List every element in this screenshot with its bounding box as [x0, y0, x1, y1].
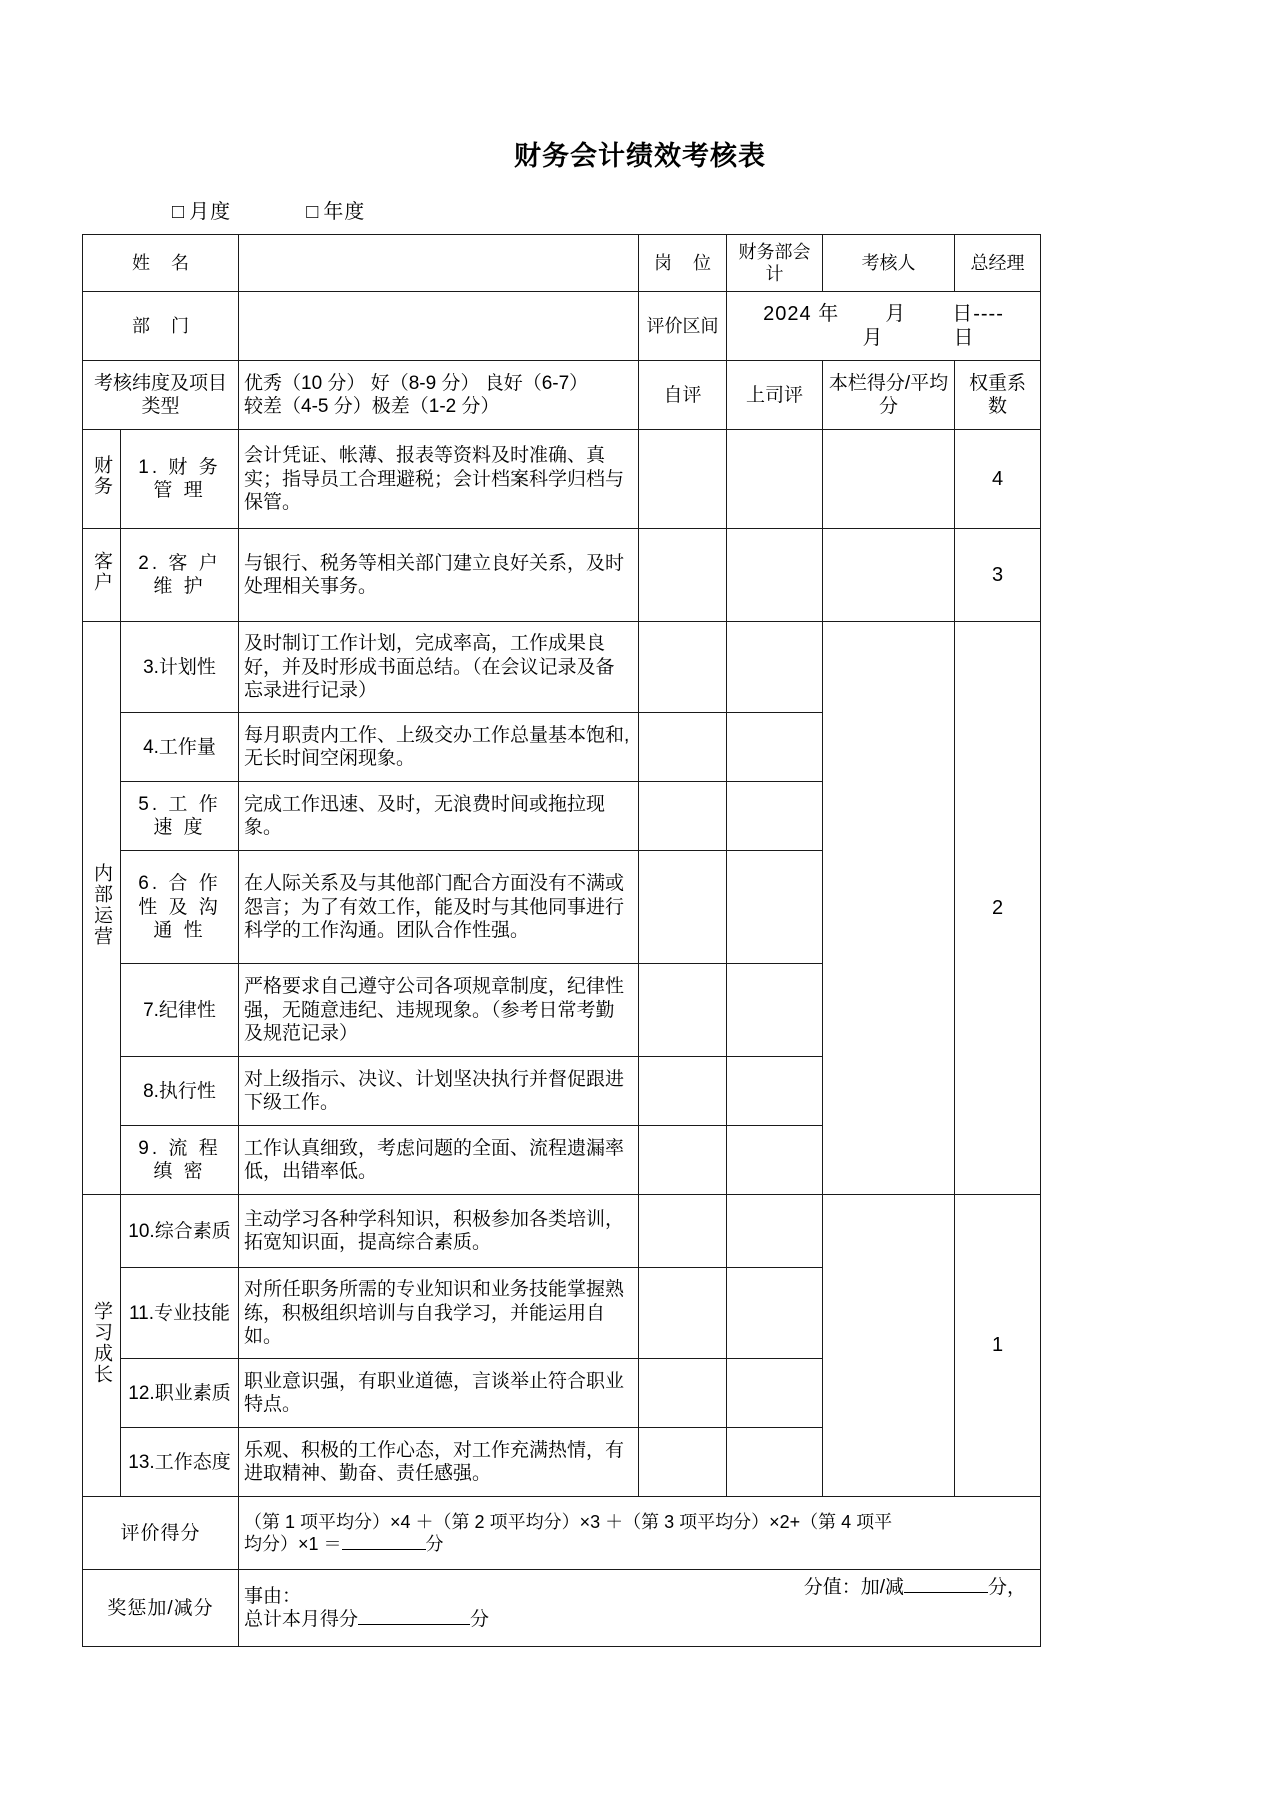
table-row [83, 1195, 1041, 1268]
page-title: 财务会计绩效考核表 [514, 141, 766, 171]
self-eval-input[interactable] [639, 1195, 727, 1268]
criterion-title: 5. 工 作 速 度 [121, 782, 239, 851]
weight-value: 2 [955, 622, 1041, 1195]
criterion-description: 完成工作迅速、及时，无浪费时间或拖拉现象。 [239, 782, 639, 851]
self-eval-input[interactable] [639, 529, 727, 622]
formula-line-2a: 均分）×1 ＝ [244, 1534, 342, 1555]
self-eval-input[interactable] [639, 851, 727, 964]
period-day-2: 日 [953, 327, 975, 350]
bonus-penalty-row [83, 1570, 1041, 1647]
criterion-description: 工作认真细致，考虑问题的全面、流程遗漏率低，出错率低。 [239, 1126, 639, 1195]
criterion-title: 1. 财 务 管 理 [121, 430, 239, 529]
position-label-text: 岗 位 [654, 253, 720, 274]
criterion-title: 8.执行性 [121, 1057, 239, 1126]
category-label-customer [83, 529, 121, 622]
weight-value: 1 [955, 1195, 1041, 1497]
self-eval-input[interactable] [639, 964, 727, 1057]
criterion-description: 及时制订工作计划，完成率高，工作成果良好，并及时形成书面总结。（在会议记录及备忘录进行记录） [239, 622, 639, 713]
criterion-description: 对所任职务所需的专业知识和业务技能掌握熟练，积极组织培训与自我学习，并能运用自如。 [239, 1268, 639, 1359]
formula-line-2b: 分 [425, 1534, 444, 1555]
self-eval-input[interactable] [639, 622, 727, 713]
header-scoring-scale [239, 361, 639, 430]
column-score-input[interactable] [823, 529, 955, 622]
criterion-description: 对上级指示、决议、计划坚决执行并督促跟进下级工作。 [239, 1057, 639, 1126]
category-internal-operations-text: 内部运营 [91, 863, 112, 948]
period-type-selector [0, 172, 1280, 234]
bonus-penalty-label: 奖惩加/减分 [83, 1570, 239, 1647]
supervisor-eval-input[interactable] [727, 851, 823, 964]
supervisor-eval-input[interactable] [727, 1428, 823, 1497]
supervisor-eval-input[interactable] [727, 1195, 823, 1268]
table-row [83, 529, 1041, 622]
criterion-description: 在人际关系及与其他部门配合方面没有不满或怨言；为了有效工作，能及时与其他同事进行科学的工作沟通。团队合作性强。 [239, 851, 639, 964]
bonus-value-label: 分值：加/减 [803, 1577, 904, 1599]
criterion-title: 9. 流 程 缜 密 [121, 1126, 239, 1195]
header-dimension [83, 361, 239, 430]
table-row [83, 430, 1041, 529]
name-value-field[interactable] [239, 235, 639, 292]
info-row-department [83, 292, 1041, 361]
department-label [83, 292, 239, 361]
criterion-title: 13.工作态度 [121, 1428, 239, 1497]
period-day-1: 日---- [952, 302, 1004, 325]
period-value[interactable] [727, 292, 1041, 361]
checkbox-monthly-icon: □ [172, 201, 186, 224]
bonus-total-label: 总计本月得分 [244, 1609, 359, 1631]
yearly-label: 年度 [323, 201, 366, 224]
column-score-input[interactable] [823, 622, 955, 1195]
position-label [639, 235, 727, 292]
self-eval-input[interactable] [639, 782, 727, 851]
period-year: 2024 年 [763, 302, 840, 325]
criterion-description: 乐观、积极的工作心态，对工作充满热情，有进取精神、勤奋、责任感强。 [239, 1428, 639, 1497]
scale-line-1: 优秀（10 分） 好（8-9 分） 良好（6-7） [244, 372, 589, 394]
header-column-score: 本栏得分/平均分 [823, 361, 955, 430]
supervisor-eval-input[interactable] [727, 713, 823, 782]
self-eval-input[interactable] [639, 1057, 727, 1126]
criterion-title: 2. 客 户 维 护 [121, 529, 239, 622]
self-eval-input[interactable] [639, 1268, 727, 1359]
score-blank-field[interactable] [342, 1549, 426, 1550]
criterion-description: 与银行、税务等相关部门建立良好关系，及时处理相关事务。 [239, 529, 639, 622]
criterion-title: 11.专业技能 [121, 1268, 239, 1359]
header-weight: 权重系数 [955, 361, 1041, 430]
yearly-checkbox[interactable] [306, 201, 365, 223]
supervisor-eval-input[interactable] [727, 430, 823, 529]
assessor-value: 总经理 [955, 235, 1041, 292]
info-row-name [83, 235, 1041, 292]
formula-line-1: （第 1 项平均分）×4 ＋（第 2 项平均分）×3 ＋（第 3 项平均分）×2+（第 4 项平 [244, 1512, 893, 1533]
department-label-text: 部 门 [132, 316, 198, 337]
header-supervisor-eval: 上司评 [727, 361, 823, 430]
column-score-input[interactable] [823, 430, 955, 529]
criterion-title: 6. 合 作 性 及 沟 通 性 [121, 851, 239, 964]
position-value: 财务部会计 [727, 235, 823, 292]
evaluation-score-formula [239, 1497, 1041, 1570]
assessor-label: 考核人 [823, 235, 955, 292]
name-label [83, 235, 239, 292]
monthly-label: 月度 [189, 201, 232, 224]
criterion-title: 3.计划性 [121, 622, 239, 713]
criterion-description: 职业意识强，有职业道德，言谈举止符合职业特点。 [239, 1359, 639, 1428]
bonus-value-field[interactable] [904, 1592, 988, 1593]
category-label-finance [83, 430, 121, 529]
supervisor-eval-input[interactable] [727, 1057, 823, 1126]
evaluation-score-row [83, 1497, 1041, 1570]
bonus-penalty-content [239, 1570, 1041, 1647]
criterion-title: 10.综合素质 [121, 1195, 239, 1268]
criterion-description: 每月职责内工作、上级交办工作总量基本饱和,无长时间空闲现象。 [239, 713, 639, 782]
supervisor-eval-input[interactable] [727, 529, 823, 622]
criterion-title: 7.纪律性 [121, 964, 239, 1057]
evaluation-score-label: 评价得分 [83, 1497, 239, 1570]
period-label: 评价区间 [639, 292, 727, 361]
category-customer-text: 客户 [91, 551, 112, 594]
supervisor-eval-input[interactable] [727, 782, 823, 851]
category-label-internal-operations [83, 622, 121, 1195]
supervisor-eval-input[interactable] [727, 622, 823, 713]
monthly-checkbox[interactable] [172, 201, 231, 223]
self-eval-input[interactable] [639, 713, 727, 782]
criterion-description: 主动学习各种学科知识，积极参加各类培训，拓宽知识面，提高综合素质。 [239, 1195, 639, 1268]
criterion-description: 严格要求自己遵守公司各项规章制度，纪律性强，无随意违纪、违规现象。（参考日常考勤及规范记录） [239, 964, 639, 1057]
scale-line-2: 较差（4-5 分）极差（1-2 分） [244, 396, 500, 418]
evaluation-table [82, 234, 1041, 1647]
self-eval-input[interactable] [639, 1126, 727, 1195]
supervisor-eval-input[interactable] [727, 1126, 823, 1195]
period-month-1: 月 [885, 302, 907, 325]
self-eval-input[interactable] [639, 1428, 727, 1497]
bonus-total-unit: 分 [470, 1609, 490, 1631]
name-label-text: 姓 名 [132, 253, 198, 274]
column-score-input[interactable] [823, 1195, 955, 1497]
supervisor-eval-input[interactable] [727, 1359, 823, 1428]
category-finance-text: 财务 [91, 455, 112, 498]
weight-value: 3 [955, 529, 1041, 622]
criterion-title: 4.工作量 [121, 713, 239, 782]
criterion-description: 会计凭证、帐薄、报表等资料及时准确、真实；指导员工合理避税；会计档案科学归档与保管。 [239, 430, 639, 529]
period-month-2: 月 [862, 327, 884, 350]
category-label-learning-growth [83, 1195, 121, 1497]
weight-value: 4 [955, 430, 1041, 529]
self-eval-input[interactable] [639, 430, 727, 529]
supervisor-eval-input[interactable] [727, 1268, 823, 1359]
header-dimension-text: 考核纬度及项目类型 [94, 372, 228, 418]
bonus-value-group [804, 1576, 1026, 1600]
table-column-header-row [83, 361, 1041, 430]
supervisor-eval-input[interactable] [727, 964, 823, 1057]
category-learning-growth-text: 学习成长 [91, 1300, 112, 1385]
bonus-total-field[interactable] [358, 1624, 470, 1625]
header-self-eval: 自评 [639, 361, 727, 430]
checkbox-yearly-icon: □ [306, 201, 320, 224]
criterion-title: 12.职业素质 [121, 1359, 239, 1428]
table-row [83, 622, 1041, 713]
self-eval-input[interactable] [639, 1359, 727, 1428]
department-value-field[interactable] [239, 292, 639, 361]
bonus-value-unit: 分， [988, 1577, 1027, 1599]
bonus-reason-label: 事由： [244, 1585, 302, 1607]
